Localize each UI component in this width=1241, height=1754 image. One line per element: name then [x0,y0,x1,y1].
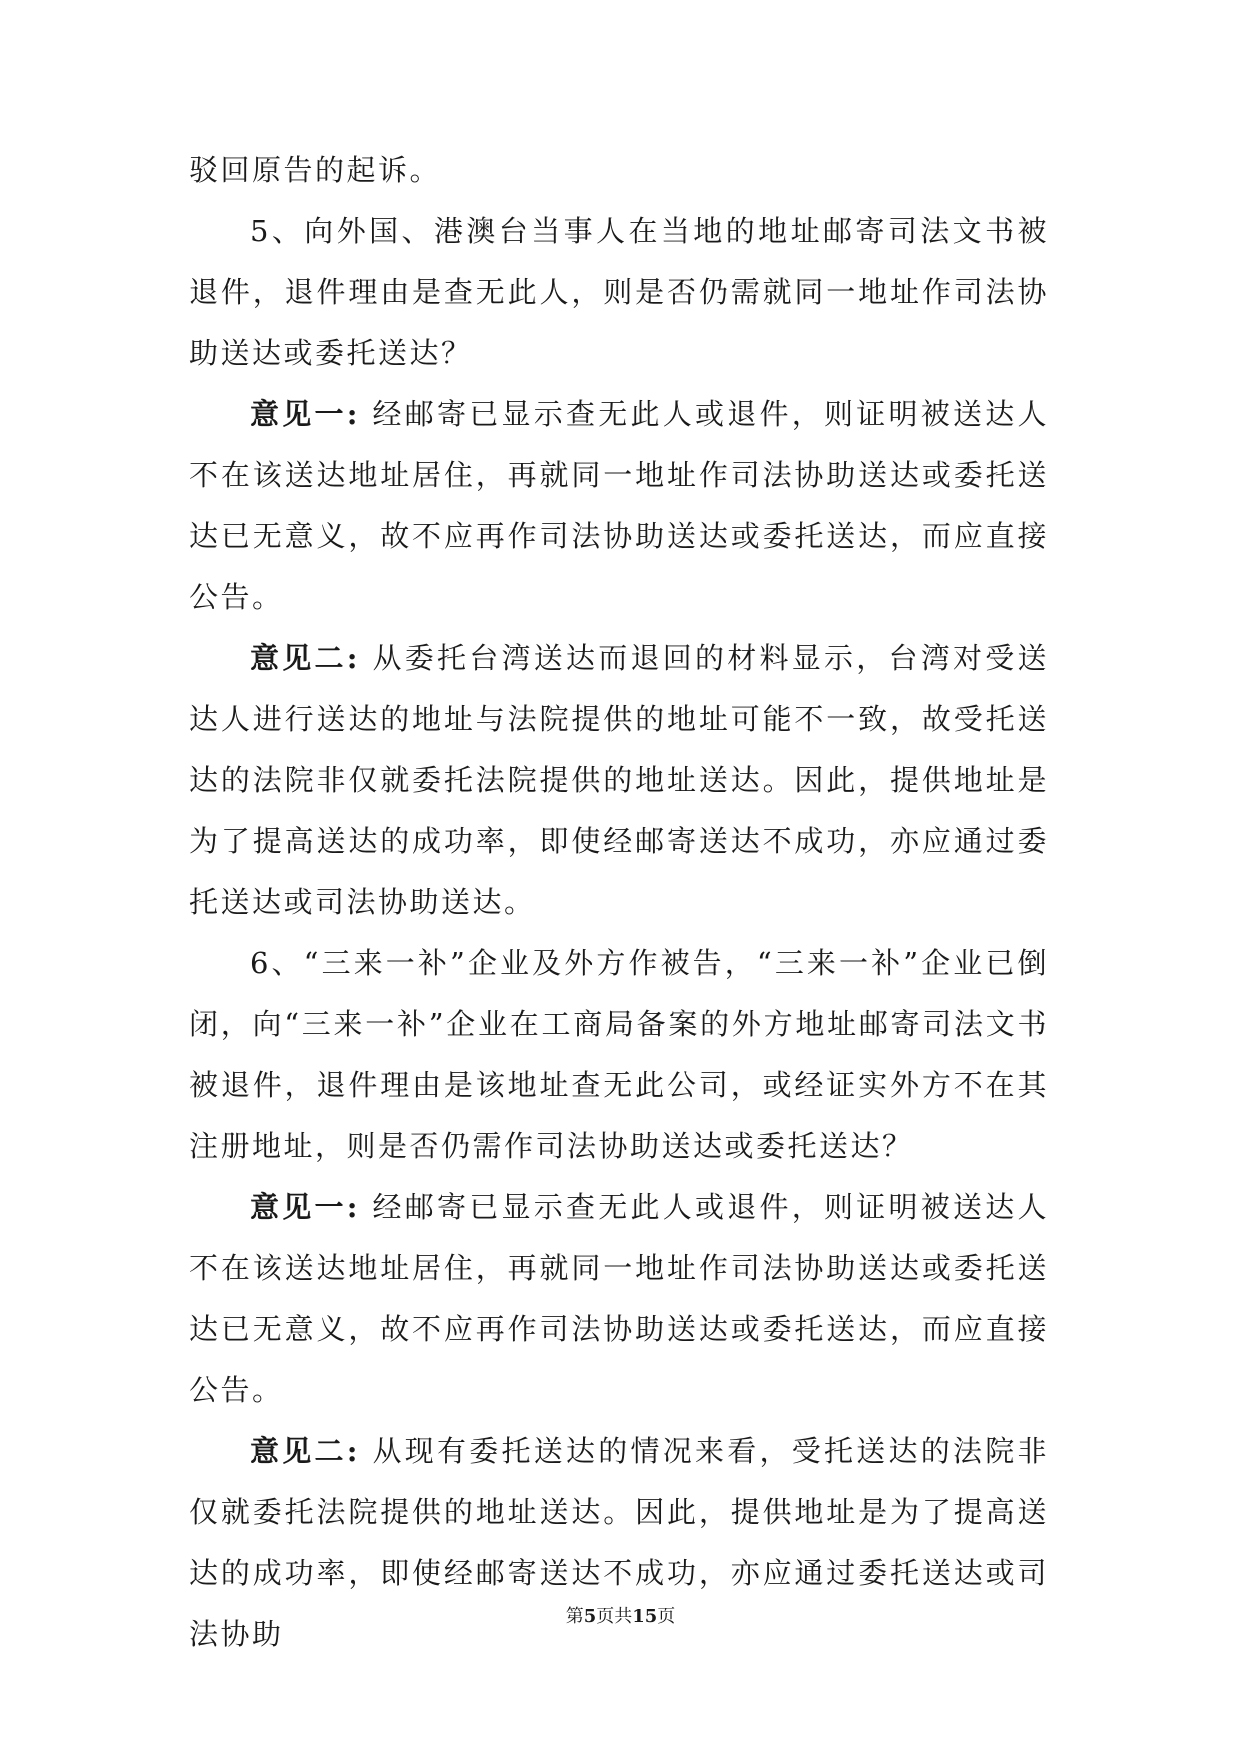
opinion-label: 意见一: [250,1190,360,1224]
paragraph-text: 经邮寄已显示查无此人或退件，则证明被送达人不在该送达地址居住，再就同一地址作司法协助送达或委托送达已无意义，故不应再作司法协助送达或委托送达，而应直接公告。 [189,397,1049,614]
paragraph-text: 从委托台湾送达而退回的材料显示，台湾对受送达人进行送达的地址与法院提供的地址可能不一致，故受托送达的法院非仅就委托法院提供的地址送达。因此，提供地址是为了提高送达的成功率，即使经邮寄送达不成功，亦应通过委托送达或司法协助送达。 [189,641,1049,919]
question-5-opinion-1 [189,384,1049,628]
document-body [189,140,1049,1665]
paragraph-text: 6、“三来一补”企业及外方作被告，“三来一补”企业已倒闭，向“三来一补”企业在工商局备案的外方地址邮寄司法文书被退件，退件理由是该地址查无此公司，或经证实外方不在其注册地址，则是否仍需作司法协助送达或委托送达？ [189,946,1049,1163]
footer-prefix: 第 [565,1606,584,1627]
opinion-label: 意见一: [250,397,360,431]
question-5-opinion-2 [189,628,1049,933]
opinion-label: 意见二: [250,1434,360,1468]
paragraph-continuation [189,140,1049,201]
question-6-opinion-1 [189,1177,1049,1421]
paragraph-text: 经邮寄已显示查无此人或退件，则证明被送达人不在该送达地址居住，再就同一地址作司法协助送达或委托送达已无意义，故不应再作司法协助送达或委托送达，而应直接公告。 [189,1190,1049,1407]
opinion-label: 意见二: [250,641,360,675]
question-6 [189,933,1049,1177]
paragraph-text: 5、向外国、港澳台当事人在当地的地址邮寄司法文书被退件，退件理由是查无此人，则是否仍需就同一地址作司法协助送达或委托送达？ [189,214,1049,370]
page-footer [0,1605,1241,1629]
footer-page-number: 5 [583,1606,597,1627]
footer-suffix: 页 [657,1606,676,1627]
paragraph-text: 从现有委托送达的情况来看，受托送达的法院非仅就委托法院提供的地址送达。因此，提供地址是为了提高送达的成功率，即使经邮寄送达不成功，亦应通过委托送达或司法协助 [189,1434,1049,1651]
footer-middle: 页共 [596,1606,633,1627]
question-5 [189,201,1049,384]
paragraph-text: 驳回原告的起诉。 [189,153,442,187]
footer-page-total: 15 [632,1606,658,1627]
